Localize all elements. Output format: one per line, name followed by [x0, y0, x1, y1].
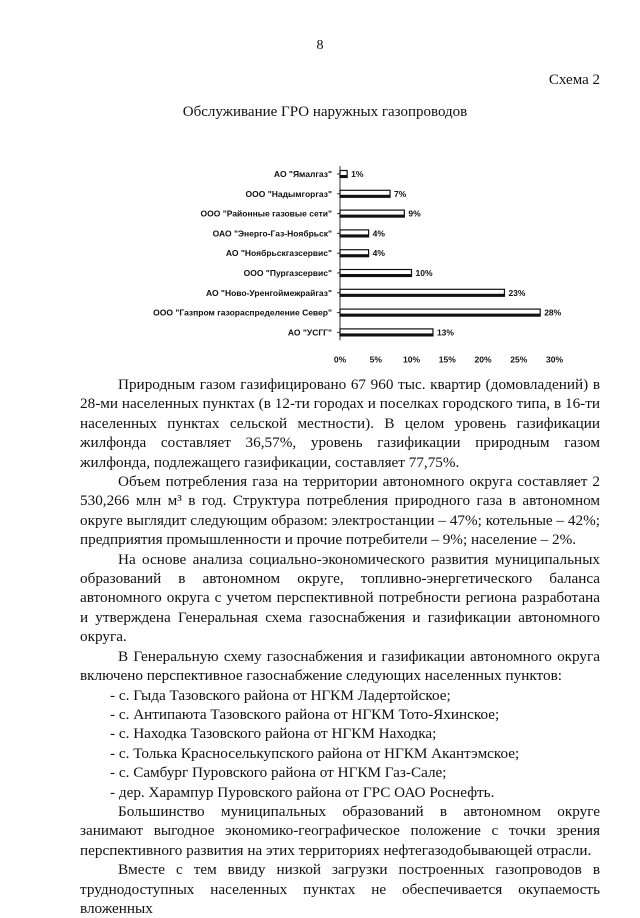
list-item: - с. Самбург Пуровского района от НГКМ Газ-Сале; — [110, 764, 447, 782]
list-item: - с. Толька Красноселькупского района от НГКМ Акантэмское; — [110, 744, 520, 762]
data-label: 13% — [436, 327, 454, 338]
x-tick-label: 10% — [402, 354, 421, 365]
list-item: - с. Антипаюта Тазовского района от НГКМ Тото-Яхинское; — [110, 705, 500, 723]
data-label: 4% — [372, 248, 385, 259]
x-tick-label: 15% — [438, 354, 456, 365]
bar-shadow — [340, 234, 369, 237]
paragraph-payback: Вместе с тем ввиду низкой загрузки построенных газопроводов в труднодоступных населенных пунктах не обеспечивается окупаемость вложенных — [80, 861, 600, 917]
list-item: - с. Находка Тазовского района от НГКМ Находка; — [110, 725, 437, 743]
category-label: АО "Ноябрьскгазсервис" — [225, 248, 332, 259]
data-label: 9% — [408, 208, 421, 219]
bar-shadow — [340, 274, 412, 277]
paragraph-prospective-supply: В Генеральную схему газоснабжения и газификации автономного округа включено перспективное газоснабжение следующих населенных пунктов: — [80, 647, 600, 685]
bar-shadow — [340, 175, 347, 178]
schema-label: Схема 2 — [548, 72, 600, 88]
category-label: АО "Ямалгаз" — [273, 169, 332, 179]
data-label: 4% — [372, 228, 385, 239]
bar-shadow — [340, 215, 404, 218]
paragraph-consumption: Объем потребления газа на территории автономного округа составляет 2 530,266 млн м³ в год. Структура потребления природного газа в автономном округе выглядит следующим образом: электростанции – 47%; котельные – 42%; предприятия промышленности и прочие потребители – 9%; население – 2%. — [80, 473, 600, 549]
category-label: ООО "Газпром газораспределение Север" — [153, 307, 332, 318]
chart-title: Обслуживание ГРО наружных газопроводов — [182, 104, 468, 120]
body-text — [80, 375, 600, 918]
x-tick-label: 30% — [545, 354, 564, 365]
x-tick-label: 20% — [474, 354, 492, 365]
paragraph-gasification: Природным газом газифицировано 67 960 тыс. квартир (домовладений) в 28-ми населенных пунктах (в 12-ти городах и поселках городского типа, в 16-ти населенных пунктах сельской местности). В целом уровень газификации жилфонда составляет 36,57%, уровень газификации природным газом жилфонда, подлежащего газификации, составляет 77,75%. — [80, 376, 600, 471]
paragraph-municipalities: Большинство муниципальных образований в автономном округе занимают выгодное экономико-географическое положение с точки зрения перспективного развития на этих территориях нефтегазодобывающей отрасли. — [80, 802, 600, 859]
list-item: - с. Гыда Тазовского района от НГКМ Ладертойское; — [110, 686, 451, 704]
bar-shadow — [340, 294, 504, 297]
category-label: АО "УСГГ" — [287, 327, 332, 338]
category-label: ОАО "Энерго-Газ-Ноябрьск" — [212, 228, 332, 239]
data-label: 1% — [351, 169, 364, 179]
data-label: 23% — [508, 287, 526, 298]
x-tick-label: 0% — [333, 354, 347, 365]
data-label: 28% — [544, 307, 562, 318]
bar-shadow — [340, 333, 433, 336]
bar-shadow — [340, 254, 369, 257]
category-label: ООО "Районные газовые сети" — [200, 208, 332, 219]
category-label: ООО "Надымгоргаз" — [245, 188, 332, 199]
bar-shadow — [340, 195, 390, 198]
category-label: АО "Ново-Уренгоймежрайгаз" — [205, 287, 332, 298]
bar-shadow — [340, 314, 540, 317]
data-label: 7% — [394, 188, 407, 199]
bar-chart — [0, 160, 640, 370]
list-item: - дер. Харампур Пуровского района от ГРС ОАО Роснефть. — [110, 783, 495, 801]
paragraph-general-scheme: На основе анализа социально-экономического развития муниципальных образований в автономном округе, топливно-энергетического баланса автономного округа с учетом перспективной потребности региона разработана и утверждена Генеральная схема газоснабжения и газификации автономного округа. — [80, 550, 600, 646]
category-label: ООО "Пургазсервис" — [243, 268, 332, 278]
page-number: 8 — [316, 38, 324, 53]
data-label: 10% — [415, 268, 433, 278]
x-tick-label: 25% — [510, 354, 528, 365]
x-tick-label: 5% — [369, 354, 382, 365]
